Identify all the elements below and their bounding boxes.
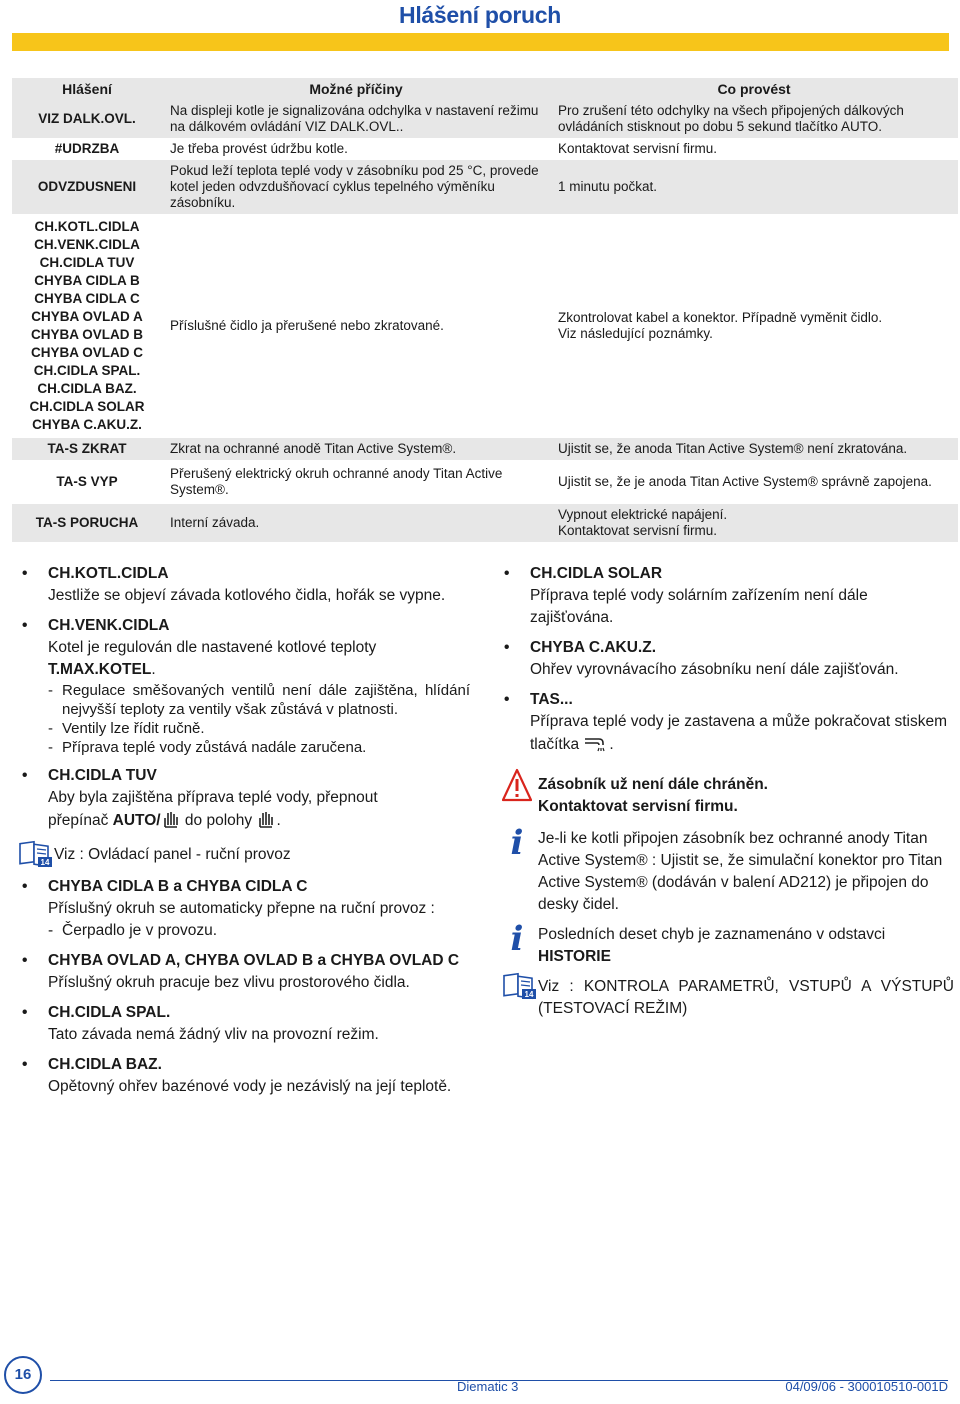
fault-table: [12, 78, 958, 542]
row-cause: Pokud leží teplota teplé vody v zásobníku pod 25 °C, provede kotel jeden odvzdušňovací cyklus tepelného výměníku zásobníku.: [162, 160, 550, 214]
note-item: • CH.CIDLA SOLAR Příprava teplé vody solárním zařízením není dále zajišťována.: [502, 563, 954, 629]
warning-icon: [502, 768, 532, 809]
info-text: Posledních deset chyb je zaznamenáno v odstavci HISTORIE: [538, 926, 886, 965]
row-action: Kontaktovat servisní firmu.: [558, 141, 718, 156]
row-cause: Přerušený elektrický okruh ochranné anody Titan Active System®.: [170, 466, 503, 497]
see-reference: [18, 844, 470, 866]
table-row: [12, 100, 958, 138]
footer-product: Diematic 3: [457, 1379, 519, 1394]
sensor-name: CH.KOTL.CIDLA: [34, 219, 140, 234]
book-icon: [502, 972, 538, 1007]
sensor-name: CH.CIDLA SOLAR: [29, 399, 145, 414]
note-text: Tato závada nemá žádný vliv na provozní režim.: [48, 1026, 379, 1043]
sensor-name: CHYBA OVLAD A: [31, 309, 143, 324]
row-action: Pro zrušení této odchylky na všech připojených dálkových ovládáních stisknout po dobu 5 sekund tlačítko AUTO.: [550, 100, 958, 138]
sensor-name: CHYBA CIDLA B: [34, 273, 140, 288]
note-text: Aby byla zajištěna příprava teplé vody, přepnout: [48, 789, 378, 806]
note-heading: CH.CIDLA TUV: [48, 767, 157, 784]
row-action: 1 minutu počkat.: [550, 160, 958, 214]
row-cause: Příslušné čidlo ja přerušené nebo zkratované.: [170, 318, 444, 333]
note-heading: CH.KOTL.CIDLA: [48, 565, 169, 582]
info-icon: i: [510, 919, 524, 959]
note-item: • CH.CIDLA BAZ. Opětovný ohřev bazénové vody je nezávislý na její teplotě.: [20, 1054, 470, 1098]
note-text: přepínač AUTO/ do polohy .: [48, 809, 470, 836]
faucet-icon: [583, 733, 609, 760]
row-cause: Je třeba provést údržbu kotle.: [170, 141, 348, 156]
header-message: Hlášení: [12, 78, 162, 100]
row-action: Ujistit se, že anoda Titan Active System® není zkratována.: [550, 438, 958, 460]
row-action: [550, 504, 958, 542]
header-action: Co provést: [550, 78, 958, 100]
note-text: Ohřev vyrovnávacího zásobníku není dále zajišťován.: [530, 661, 899, 678]
header-cause: Možné příčiny: [162, 78, 550, 100]
row-message: TA-S VYP: [56, 474, 118, 489]
note-sub: - Příprava teplé vody zůstává nadále zaručena.: [48, 739, 367, 756]
row-cause: Interní závada.: [162, 504, 550, 542]
table-row: [12, 438, 958, 460]
title-bar: [12, 33, 949, 51]
sensor-name: CH.CIDLA SPAL.: [33, 363, 141, 378]
note-text: Příslušný okruh se automaticky přepne na ruční provoz :: [48, 900, 435, 917]
see-reference: [502, 976, 954, 1020]
note-text: Příslušný okruh pracuje bez vlivu prostorového čidla.: [48, 974, 410, 991]
warning-line: Kontaktovat servisní firmu.: [538, 798, 738, 815]
note-heading: TAS...: [530, 691, 573, 708]
note-item: • CHYBA CIDLA B a CHYBA CIDLA C Příslušný okruh se automaticky přepne na ruční provoz : - Čerpadlo je v provozu.: [20, 876, 470, 942]
svg-text:14: 14: [524, 990, 534, 999]
table-row: [12, 460, 958, 504]
row-message: #UDRZBA: [54, 141, 120, 156]
note-text: Opětovný ohřev bazénové vody je nezávislý na její teplotě.: [48, 1078, 452, 1095]
note-item: • CH.CIDLA TUV Aby byla zajištěna příprava teplé vody, přepnout přepínač AUTO/ do polohy .: [20, 765, 470, 836]
sensor-name: CH.CIDLA BAZ.: [37, 381, 137, 396]
row-message: VIZ DALK.OVL.: [12, 100, 162, 138]
footer-code: 04/09/06 - 300010510-001D: [785, 1379, 948, 1394]
action-line: Vypnout elektrické napájení.: [558, 507, 728, 522]
note-item: • CHYBA OVLAD A, CHYBA OVLAD B a CHYBA OVLAD C Příslušný okruh pracuje bez vlivu prostorového čidla.: [20, 950, 470, 994]
row-cause: Na displeji kotle je signalizována odchylka v nastavení režimu na dálkovém ovládání VIZ DALK.OVL..: [162, 100, 550, 138]
note-item: • CH.CIDLA SPAL. Tato závada nemá žádný vliv na provozní režim.: [20, 1002, 470, 1046]
book-icon: [18, 840, 54, 875]
sensor-name: CHYBA CIDLA C: [34, 291, 140, 306]
row-message: TA-S PORUCHA: [12, 504, 162, 542]
note-text: Příprava teplé vody solárním zařízením není dále zajišťována.: [530, 587, 868, 626]
info-note: [502, 919, 954, 968]
row-action: Ujistit se, že je anoda Titan Active System® správně zapojena.: [558, 474, 932, 489]
note-item: • CH.VENK.CIDLA Kotel je regulován dle nastavené kotlové teploty T.MAX.KOTEL. - Regulace směšovaných ventilů není dále zajištěna, hlídání nejvyšší teploty za ventily však zůstává v platnosti. - Ventily lze řídit ručně. - Příprava teplé vody zůstává nadále zaručena.: [22, 617, 470, 756]
sensor-name: CH.CIDLA TUV: [39, 255, 135, 270]
action-line: Kontaktovat servisní firmu.: [558, 523, 718, 538]
table-row: [12, 160, 958, 214]
table-row: [12, 138, 958, 160]
page-title: Hlášení poruch: [399, 2, 561, 28]
table-header-row: [12, 78, 958, 100]
note-item: • TAS... Příprava teplé vody je zastavena a může pokračovat stiskem tlačítka .: [502, 689, 954, 760]
note-heading: CHYBA OVLAD A, CHYBA OVLAD B a CHYBA OVLAD C: [48, 952, 460, 969]
row-message-list: [12, 214, 162, 438]
note-text: Příprava teplé vody je zastavena a může pokračovat stiskem tlačítka .: [530, 711, 954, 760]
action-line: Viz následující poznámky.: [558, 326, 713, 341]
note-item: • CH.KOTL.CIDLA Jestliže se objeví závada kotlového čidla, hořák se vypne.: [20, 563, 470, 607]
svg-text:14: 14: [40, 858, 50, 867]
note-heading: CHYBA C.AKU.Z.: [530, 639, 657, 656]
note-heading: CH.VENK.CIDLA: [48, 617, 170, 634]
note-sub: - Ventily lze řídit ručně.: [48, 720, 205, 737]
page-number: 16: [4, 1356, 42, 1394]
see-text: Viz : KONTROLA PARAMETRŮ, VSTUPŮ A VÝSTUPŮ (TESTOVACÍ REŽIM): [538, 978, 954, 1017]
notes-right: [502, 563, 954, 1028]
warning-line: Zásobník už není dále chráněn.: [538, 776, 768, 793]
note-text: Jestliže se objeví závada kotlového čidla, hořák se vypne.: [48, 587, 446, 604]
note-sub: - Regulace směšovaných ventilů není dále zajištěna, hlídání nejvyšší teploty za ventily však zůstává v platnosti.: [48, 682, 470, 718]
note-item: • CHYBA C.AKU.Z. Ohřev vyrovnávacího zásobníku není dále zajišťován.: [502, 637, 954, 681]
note-heading: CH.CIDLA SOLAR: [530, 565, 663, 582]
table-row: [12, 504, 958, 542]
info-icon: i: [510, 823, 524, 863]
row-message: TA-S ZKRAT: [12, 438, 162, 460]
info-text: Je-li ke kotli připojen zásobník bez ochranné anody Titan Active System® : Ujistit se, že simulační konektor pro Titan Active System® (dodáván v balení AD212) je připojen do desky čidel.: [538, 830, 943, 913]
info-note: [502, 823, 954, 916]
table-row: [12, 214, 958, 438]
row-action: [550, 214, 958, 438]
hand-icon: [161, 809, 181, 836]
action-line: Zkontrolovat kabel a konektor. Případně vyměnit čidlo.: [558, 310, 883, 325]
see-text: Viz : Ovládací panel - ruční provoz: [54, 846, 291, 863]
note-text: Kotel je regulován dle nastavené kotlové teploty T.MAX.KOTEL.: [48, 639, 377, 678]
warning-note: [502, 774, 954, 818]
note-sub: - Čerpadlo je v provozu.: [48, 922, 218, 939]
hand-icon: [256, 809, 276, 836]
sensor-name: CHYBA OVLAD B: [30, 327, 143, 342]
row-message: ODVZDUSNENI: [12, 160, 162, 214]
sensor-name: CHYBA OVLAD C: [30, 345, 143, 360]
note-heading: CH.CIDLA BAZ.: [48, 1056, 162, 1073]
notes-left: [20, 563, 470, 1106]
sensor-name: CH.VENK.CIDLA: [34, 237, 140, 252]
note-heading: CHYBA CIDLA B a CHYBA CIDLA C: [48, 878, 308, 895]
row-cause: Zkrat na ochranné anodě Titan Active System®.: [162, 438, 550, 460]
note-heading: CH.CIDLA SPAL.: [48, 1004, 171, 1021]
sensor-name: CHYBA C.AKU.Z.: [32, 417, 142, 432]
